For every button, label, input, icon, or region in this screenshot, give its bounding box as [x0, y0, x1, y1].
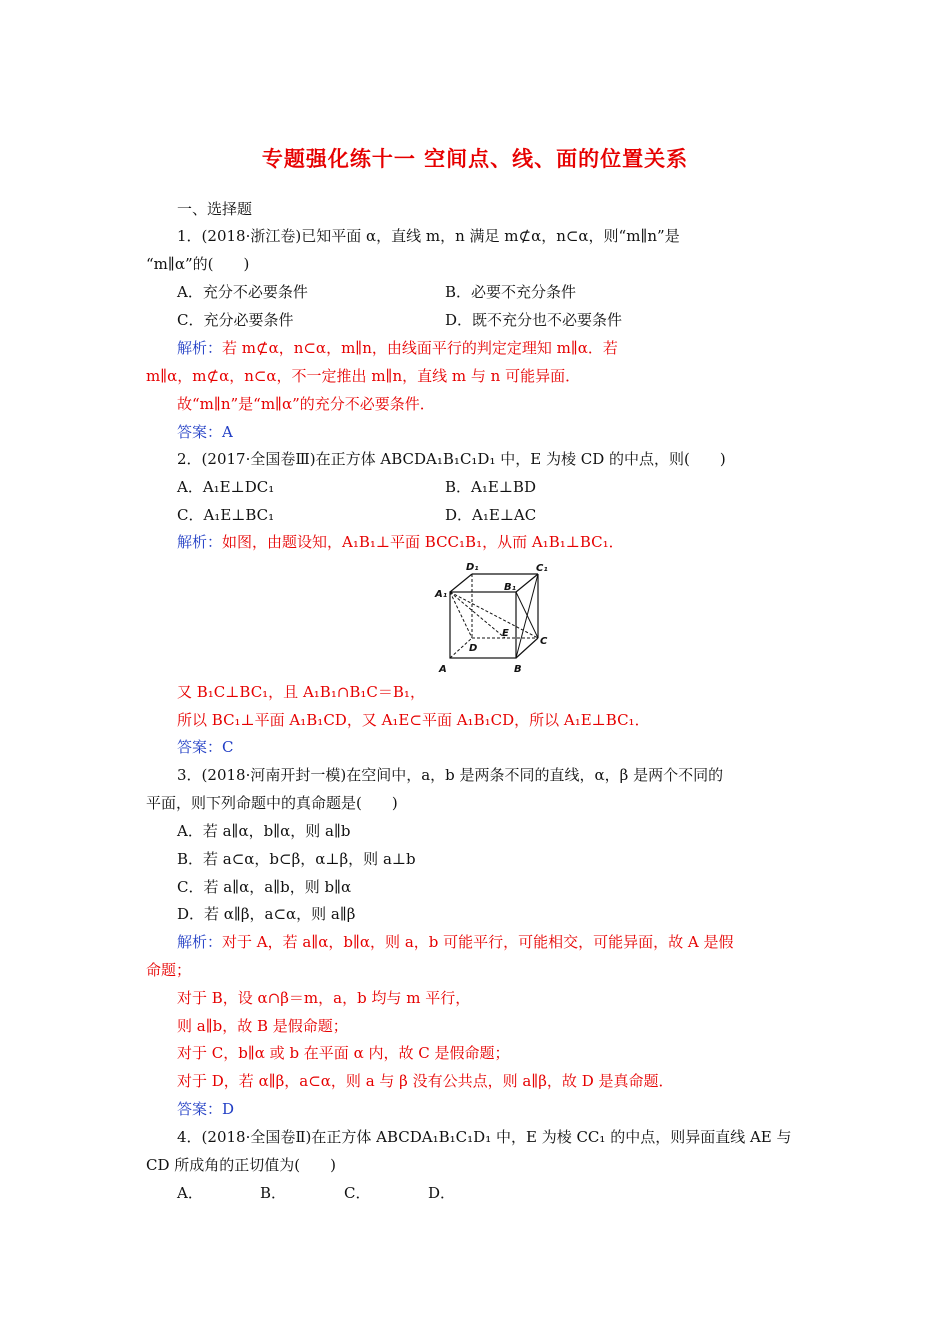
q1-solution-line2: m∥α，m⊄α，n⊂α，不一定推出 m∥n，直线 m 与 n 可能异面． — [146, 367, 581, 385]
label-c: C — [540, 636, 548, 647]
solution-label: 解析： — [177, 933, 223, 951]
segment-a1c — [450, 592, 538, 638]
segment-bc1 — [516, 574, 538, 658]
edge-a1d1 — [450, 574, 472, 592]
q3-answer: 答案：D — [177, 1100, 235, 1118]
segment-a1d — [450, 592, 472, 638]
label-b1: B₁ — [504, 582, 517, 593]
q2-solution-line3: 所以 BC₁⊥平面 A₁B₁CD，又 A₁E⊂平面 A₁B₁CD，所以 A₁E⊥BC₁． — [177, 711, 650, 729]
q3-option-a: A．若 a∥α，b∥α，则 a∥b — [177, 822, 351, 840]
q4-option-b: B． — [260, 1184, 287, 1202]
q3-option-b: B．若 a⊂α，b⊂β，α⊥β，则 a⊥b — [177, 850, 416, 868]
solution-text: 若 m⊄α，n⊂α，m∥n，由线面平行的判定定理知 m∥α．若 — [222, 339, 618, 357]
q4-stem-line2: CD 所成角的正切值为( ) — [146, 1156, 336, 1174]
q1-option-a: A．充分不必要条件 — [177, 283, 308, 301]
q1-option-b: B．必要不充分条件 — [445, 283, 577, 301]
q3-solution-line4: 则 a∥b，故 B 是假命题； — [177, 1017, 348, 1035]
q1-stem-line2: “m∥α”的( ) — [146, 255, 250, 273]
q1-option-d: D．既不充分也不必要条件 — [445, 311, 623, 329]
q3-stem-line1: 3．(2018·河南开封一模)在空间中，a，b 是两条不同的直线，α，β 是两个不同的 — [177, 766, 724, 784]
q4-stem-line1: 4．(2018·全国卷Ⅱ)在正方体 ABCDA₁B₁C₁D₁ 中，E 为棱 CC₁ 的中点，则异面直线 AE 与 — [177, 1128, 792, 1146]
q2-option-d: D．A₁E⊥AC — [445, 506, 537, 524]
label-d: D — [469, 643, 478, 654]
cube-figure — [432, 560, 552, 678]
q3-solution-line3: 对于 B，设 α∩β＝m，a，b 均与 m 平行， — [177, 989, 471, 1007]
q4-option-a: A． — [177, 1184, 203, 1202]
q2-stem: 2．(2017·全国卷Ⅲ)在正方体 ABCDA₁B₁C₁D₁ 中，E 为棱 CD 的中点，则( ) — [177, 450, 726, 468]
q3-solution-line5: 对于 C，b∥α 或 b 在平面 α 内，故 C 是假命题； — [177, 1044, 510, 1062]
page-title: 专题强化练十一 空间点、线、面的位置关系 — [261, 147, 689, 171]
q2-option-a: A．A₁E⊥DC₁ — [177, 478, 275, 496]
q1-answer: 答案：A — [177, 423, 233, 441]
section-heading: 一、选择题 — [177, 200, 253, 218]
q3-solution-line1 — [177, 932, 734, 952]
solution-label: 解析： — [177, 339, 223, 357]
q2-solution-line1 — [177, 532, 624, 552]
label-e: E — [502, 628, 509, 639]
q3-solution-line2: 命题； — [146, 961, 192, 979]
q3-stem-line2: 平面，则下列命题中的真命题是( ) — [146, 794, 398, 812]
label-c1: C₁ — [536, 563, 548, 574]
q1-solution-line1 — [177, 338, 618, 358]
q1-option-c: C．充分必要条件 — [177, 311, 294, 329]
q4-option-c: C． — [344, 1184, 371, 1202]
q2-option-b: B．A₁E⊥BD — [445, 478, 536, 496]
q1-stem-line1: 1．(2018·浙江卷)已知平面 α，直线 m，n 满足 m⊄α，n⊂α，则“m∥n”是 — [177, 227, 680, 245]
label-a1: A₁ — [435, 589, 448, 600]
label-b: B — [514, 664, 522, 675]
solution-text: 对于 A，若 a∥α，b∥α，则 a，b 可能平行，可能相交，可能异面，故 A 是假 — [222, 933, 734, 951]
q1-solution-line3: 故“m∥n”是“m∥α”的充分不必要条件． — [177, 395, 435, 413]
q3-option-c: C．若 a∥α，a∥b，则 b∥α — [177, 878, 352, 896]
edge-bc — [516, 638, 538, 658]
q2-answer: 答案：C — [177, 738, 234, 756]
solution-label: 解析： — [177, 533, 223, 551]
q3-solution-line6: 对于 D，若 α∥β，a⊂α，则 a 与 β 没有公共点，则 a∥β，故 D 是真命题． — [177, 1072, 674, 1090]
segment-a1e — [450, 592, 505, 638]
front-face — [450, 592, 516, 658]
edge-b1c1 — [516, 574, 538, 592]
q2-solution-line2: 又 B₁C⊥BC₁，且 A₁B₁∩B₁C＝B₁， — [177, 683, 425, 701]
q4-option-d: D． — [428, 1184, 456, 1202]
label-d1: D₁ — [466, 562, 479, 573]
label-a: A — [439, 664, 447, 675]
q2-option-c: C．A₁E⊥BC₁ — [177, 506, 275, 524]
q3-option-d: D．若 α∥β，a⊂α，则 a∥β — [177, 905, 356, 923]
solution-text: 如图，由题设知，A₁B₁⊥平面 BCC₁B₁，从而 A₁B₁⊥BC₁． — [222, 533, 624, 551]
